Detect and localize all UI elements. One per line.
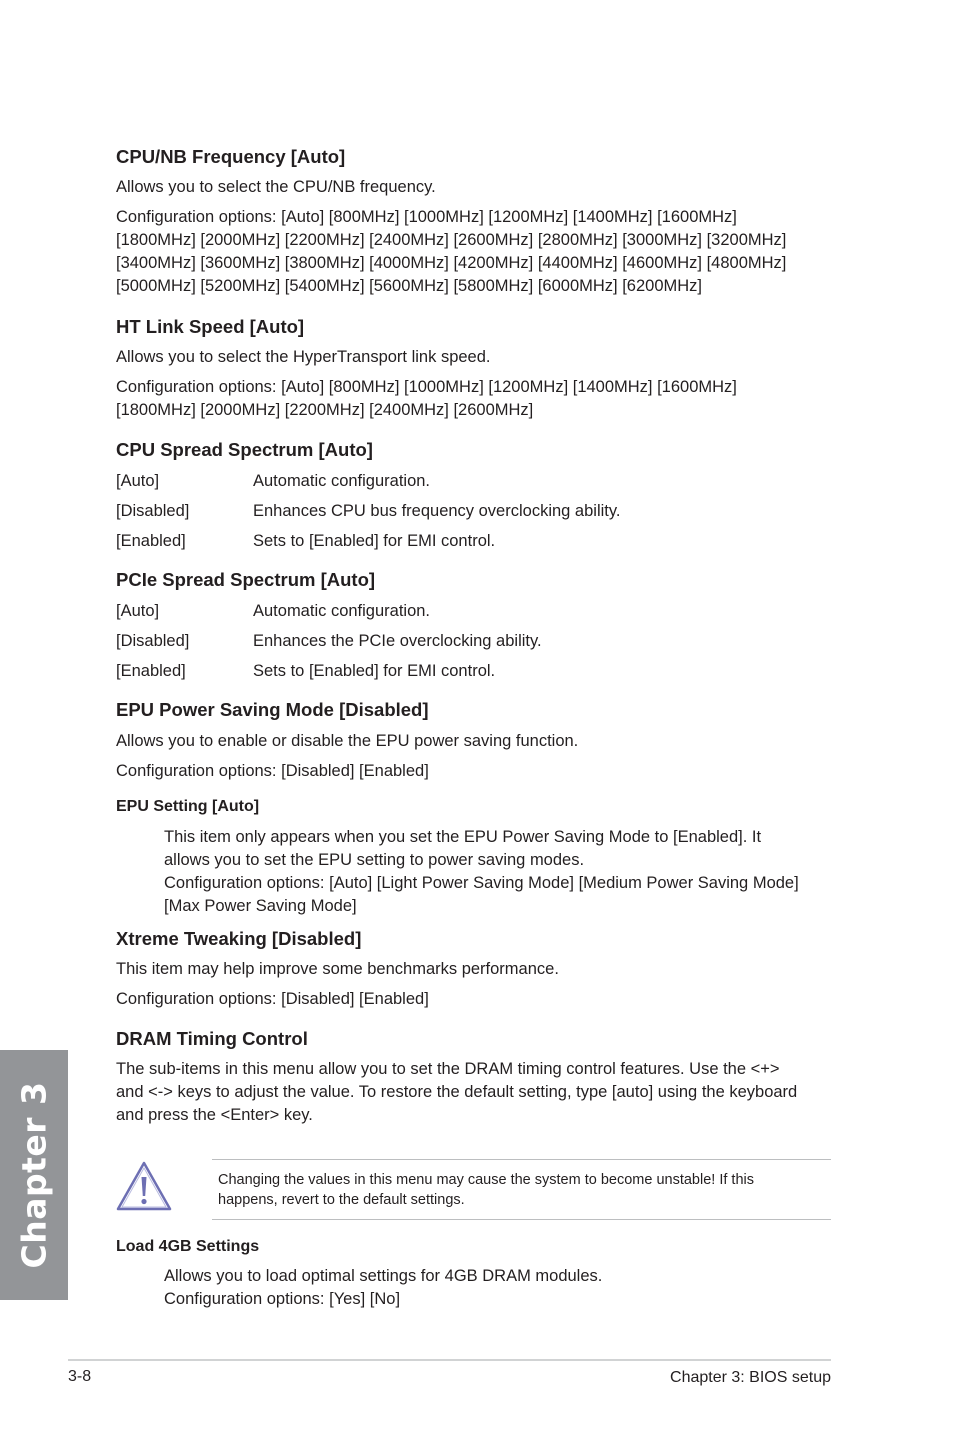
- option-value: Enhances CPU bus frequency overclocking ability.: [253, 502, 621, 520]
- option-key: [Enabled]: [116, 662, 186, 680]
- option-value: Automatic configuration.: [253, 472, 431, 490]
- dram-line: and <-> keys to adjust the value. To restore the default setting, type [auto] using the keyboard: [116, 1083, 798, 1101]
- note-top-rule: [212, 1159, 831, 1160]
- epu-setting-line: allows you to set the EPU setting to power saving modes.: [164, 851, 585, 869]
- cpunb-config-line: Configuration options: [Auto] [800MHz] [1000MHz] [1200MHz] [1400MHz] [1600MHz]: [116, 208, 737, 226]
- option-key: [Auto]: [116, 602, 160, 620]
- footer-chapter-title: Chapter 3: BIOS setup: [670, 1369, 831, 1386]
- heading-cpunb-frequency: CPU/NB Frequency [Auto]: [116, 146, 346, 167]
- htlink-config-line: Configuration options: [Auto] [800MHz] [1000MHz] [1200MHz] [1400MHz] [1600MHz]: [116, 378, 737, 396]
- option-key: [Enabled]: [116, 532, 186, 550]
- chapter-side-tab-label: Chapter 3: [14, 1081, 54, 1269]
- cpunb-config-line: [3400MHz] [3600MHz] [3800MHz] [4000MHz] [4200MHz] [4400MHz] [4600MHz] [4800MHz]: [116, 254, 787, 272]
- epu-setting-line: Configuration options: [Auto] [Light Power Saving Mode] [Medium Power Saving Mode]: [164, 874, 799, 892]
- dram-line: and press the <Enter> key.: [116, 1106, 313, 1124]
- xtreme-description: This item may help improve some benchmarks performance.: [116, 960, 559, 978]
- xtreme-config: Configuration options: [Disabled] [Enabled]: [116, 990, 429, 1008]
- heading-cpu-spread-spectrum: CPU Spread Spectrum [Auto]: [116, 439, 373, 460]
- option-value: Automatic configuration.: [253, 602, 431, 620]
- warning-note-line: happens, revert to the default settings.: [218, 1192, 465, 1208]
- option-key: [Disabled]: [116, 632, 190, 650]
- footer-page-number: 3-8: [68, 1368, 92, 1385]
- cpunb-config-line: [1800MHz] [2000MHz] [2200MHz] [2400MHz] [2600MHz] [2800MHz] [3000MHz] [3200MHz]: [116, 231, 787, 249]
- epu-setting-line: This item only appears when you set the EPU Power Saving Mode to [Enabled]. It: [164, 828, 762, 846]
- option-value: Enhances the PCIe overclocking ability.: [253, 632, 542, 650]
- heading-epu-power-saving-mode: EPU Power Saving Mode [Disabled]: [116, 699, 429, 720]
- heading-load-4gb-settings: Load 4GB Settings: [116, 1238, 260, 1255]
- footer-rule: [68, 1359, 831, 1361]
- heading-dram-timing-control: DRAM Timing Control: [116, 1028, 308, 1049]
- cpunb-config-line: [5000MHz] [5200MHz] [5400MHz] [5600MHz] [5800MHz] [6000MHz] [6200MHz]: [116, 277, 702, 295]
- epu-config: Configuration options: [Disabled] [Enabled]: [116, 762, 429, 780]
- epu-description: Allows you to enable or disable the EPU power saving function.: [116, 732, 579, 750]
- warning-note-line: Changing the values in this menu may cause the system to become unstable! If this: [218, 1172, 754, 1188]
- option-key: [Disabled]: [116, 502, 190, 520]
- heading-pcie-spread-spectrum: PCIe Spread Spectrum [Auto]: [116, 569, 376, 590]
- warning-icon: [114, 1159, 174, 1215]
- load4gb-line: Allows you to load optimal settings for 4GB DRAM modules.: [164, 1267, 603, 1285]
- htlink-config-line: [1800MHz] [2000MHz] [2200MHz] [2400MHz] [2600MHz]: [116, 401, 534, 419]
- heading-ht-link-speed: HT Link Speed [Auto]: [116, 316, 305, 337]
- option-key: [Auto]: [116, 472, 160, 490]
- heading-epu-setting: EPU Setting [Auto]: [116, 798, 260, 815]
- note-bottom-rule: [212, 1219, 831, 1220]
- load4gb-line: Configuration options: [Yes] [No]: [164, 1290, 401, 1308]
- option-value: Sets to [Enabled] for EMI control.: [253, 662, 496, 680]
- htlink-description: Allows you to select the HyperTransport link speed.: [116, 348, 491, 366]
- cpunb-description: Allows you to select the CPU/NB frequency.: [116, 178, 436, 196]
- chapter-side-tab: [0, 1050, 68, 1300]
- dram-line: The sub-items in this menu allow you to set the DRAM timing control features. Use the <+>: [116, 1060, 780, 1078]
- option-value: Sets to [Enabled] for EMI control.: [253, 532, 496, 550]
- heading-xtreme-tweaking: Xtreme Tweaking [Disabled]: [116, 928, 362, 949]
- epu-setting-line: [Max Power Saving Mode]: [164, 897, 357, 915]
